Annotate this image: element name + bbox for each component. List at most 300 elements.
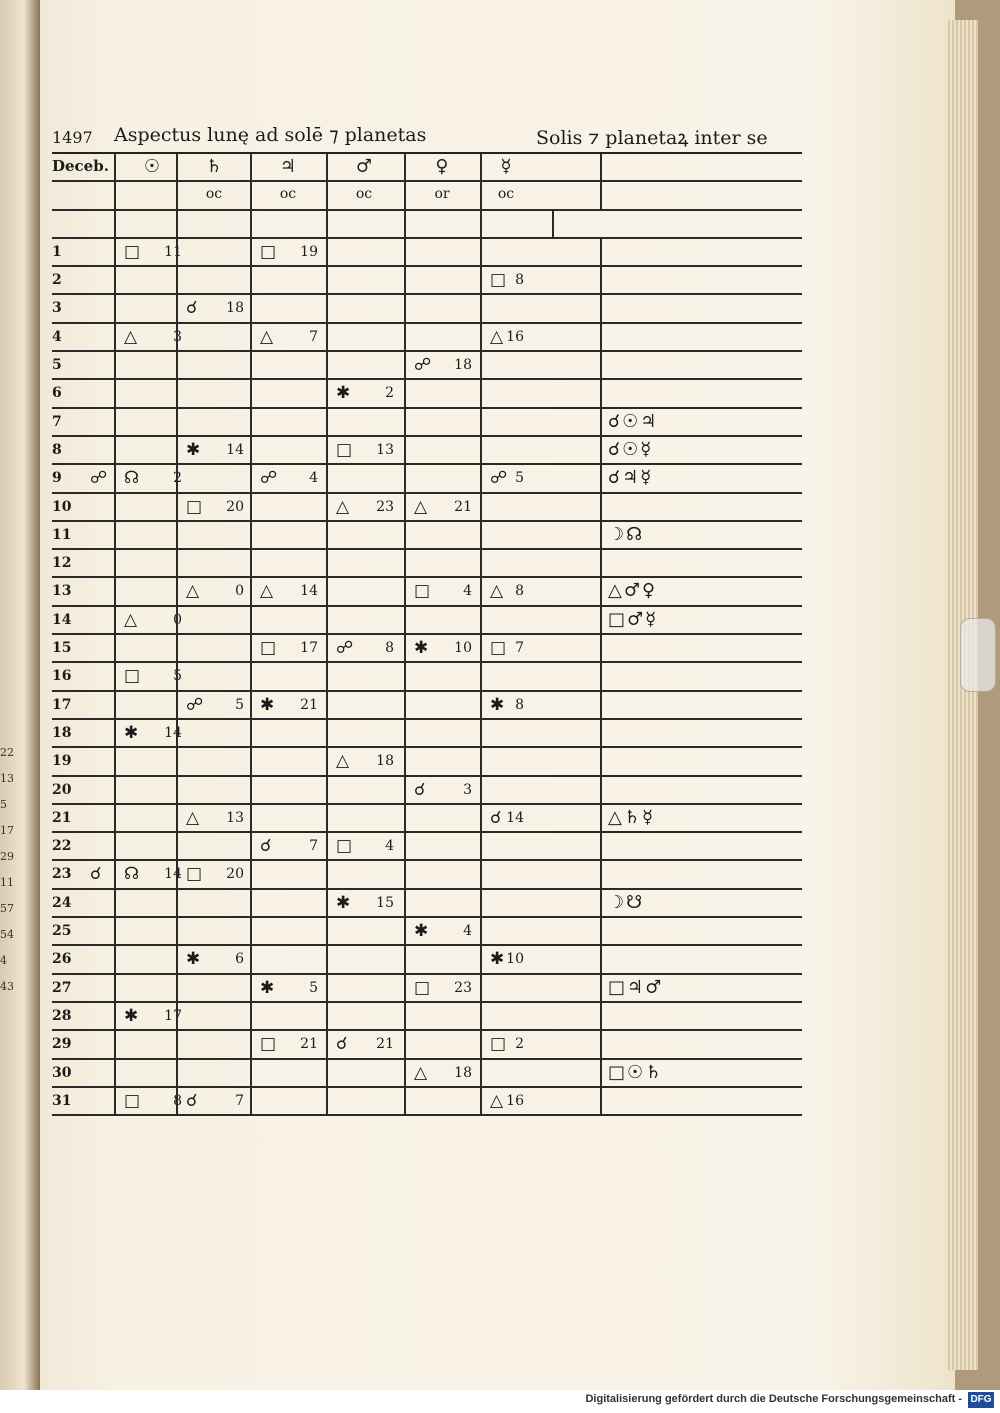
spacer-cell [176,211,250,237]
table-row [52,578,802,606]
page-clip [960,618,996,692]
left-page-number: 5 [0,798,7,811]
aspect-symbol: □ [124,666,141,687]
aspect-hour: 7 [235,1092,244,1109]
aspect-cell [250,239,324,265]
day-number: 26 [52,951,72,968]
aspect-symbol: ☌ [414,779,426,800]
aspect-cell [404,777,478,803]
aspect-cell [326,550,400,576]
aspect-symbol: □ [186,864,203,885]
aspect-cell [176,635,250,661]
title-left: Aspectus lunę ad solē ⁊ planetas [114,124,427,146]
table-body [52,154,802,1116]
aspect-symbol: ✱ [186,949,201,970]
aspect-hour: 8 [173,1092,182,1109]
relation-cell [600,437,800,463]
aspect-cell [404,550,478,576]
relation-cell [600,946,800,972]
day-number: 24 [52,894,72,911]
aspect-cell [404,748,478,774]
aspect-cell [176,522,250,548]
aspect-symbol: □ [336,439,353,460]
left-page-number: 13 [0,772,14,785]
aspect-cell [250,324,324,350]
aspect-cell [404,833,478,859]
aspect-hour: 17 [164,1007,182,1024]
planet-header-cell [326,154,400,180]
aspect-cell [176,295,250,321]
aspect-cell [176,324,250,350]
page-edges [948,20,978,1370]
day-number: 10 [52,498,72,515]
aspect-cell [176,437,250,463]
aspect-symbol: ☍ [260,468,278,489]
aspect-cell [404,465,478,491]
spacer-cell [552,211,626,237]
aspect-cell [250,777,324,803]
aspect-symbol: △ [490,581,504,602]
aspect-cell [326,607,400,633]
aspect-cell [404,975,478,1001]
aspect-hour: 18 [376,753,394,770]
day-number: 12 [52,555,72,572]
aspect-cell [326,918,400,944]
aspect-symbol: ☊ [124,468,140,489]
relation-cell [600,295,800,321]
aspect-hour: 4 [463,583,472,600]
aspect-cell [326,267,400,293]
aspect-cell [480,1003,530,1029]
aspect-hour: 5 [173,668,182,685]
aspect-symbol: △ [414,496,428,517]
aspect-cell [176,663,250,689]
aspect-cell [480,409,530,435]
aspect-cell [480,324,530,350]
day-number: 19 [52,753,72,770]
aspect-cell [176,578,250,604]
aspect-cell [404,352,478,378]
left-page-number: 17 [0,824,14,837]
relation-cell [600,239,800,265]
aspect-cell [326,239,400,265]
day-number: 31 [52,1092,72,1109]
aspect-hour: 20 [226,866,244,883]
table-row [52,239,802,267]
aspect-hour: 14 [300,583,318,600]
aspect-hour: 4 [463,923,472,940]
aspect-cell [404,805,478,831]
aspect-cell [480,890,530,916]
aspect-cell [404,635,478,661]
table-row [52,295,802,323]
aspect-cell [480,663,530,689]
aspect-cell [176,777,250,803]
aspect-symbol: △ [336,496,350,517]
left-page-number: 54 [0,928,14,941]
day-number: 28 [52,1007,72,1024]
aspect-cell [326,635,400,661]
aspect-symbol: □ [336,836,353,857]
sub-header-cell [326,182,400,208]
aspect-symbol: ☊ [124,864,140,885]
aspect-cell [176,1060,250,1086]
day-number: 11 [52,526,72,543]
aspect-cell [250,1088,324,1114]
aspect-cell [250,805,324,831]
relation-cell [600,522,800,548]
aspect-hour: 8 [385,640,394,657]
aspect-cell [326,437,400,463]
aspect-cell [176,409,250,435]
relation-cell [600,324,800,350]
aspect-cell [250,946,324,972]
planet-header-cell [250,154,324,180]
aspect-cell [176,861,250,887]
aspect-hour: 2 [173,470,182,487]
aspect-hour: 15 [376,894,394,911]
aspect-cell [326,409,400,435]
aspect-cell [250,437,324,463]
day-number: 27 [52,979,72,996]
aspect-symbol: ✱ [124,1005,139,1026]
aspect-hour: 6 [235,951,244,968]
aspect-cell [326,578,400,604]
planet-symbol: ♀ [435,156,449,177]
day-number: 8 [52,441,62,458]
relation-cell [600,663,800,689]
relation-cell [600,720,800,746]
aspect-symbol: △ [414,1062,428,1083]
aspect-cell [176,494,250,520]
aspect-cell [404,295,478,321]
aspect-cell [404,494,478,520]
table-row [52,748,802,776]
aspect-cell [480,833,530,859]
relation-cell [600,1088,800,1114]
aspect-symbol: □ [490,270,507,291]
aspect-cell [176,465,250,491]
spacer-cell [480,211,554,237]
left-page-numbers [0,740,28,1000]
aspect-hour: 8 [515,272,524,289]
table-row [52,918,802,946]
aspect-cell [404,437,478,463]
pre-symbol: ☍ [90,468,108,489]
aspect-cell [326,522,400,548]
relation-cell [600,1003,800,1029]
aspect-hour: 23 [454,979,472,996]
table-row [52,550,802,578]
aspect-hour: 0 [173,611,182,628]
aspect-hour: 7 [515,640,524,657]
aspect-hour: 21 [300,1036,318,1053]
left-page-number: 22 [0,746,14,759]
aspect-cell [404,918,478,944]
aspect-cell [326,692,400,718]
aspect-hour: 8 [515,696,524,713]
aspect-cell [250,465,324,491]
planet-header-cell [480,154,530,180]
aspect-hour: 14 [164,866,182,883]
relation-cell [600,267,800,293]
day-number: 7 [52,413,62,430]
spacer-cell [326,211,400,237]
aspect-table [52,124,802,1116]
aspect-cell [404,663,478,689]
aspect-symbol: △ [260,326,274,347]
relation-cell [600,861,800,887]
aspect-cell [404,267,478,293]
relations-header-cell [600,154,800,180]
aspect-cell [176,890,250,916]
aspect-cell [480,295,530,321]
aspect-hour: 18 [454,1064,472,1081]
aspect-cell [404,1003,478,1029]
aspect-hour: 5 [235,696,244,713]
day-number: 17 [52,696,72,713]
aspect-symbol: ✱ [336,892,351,913]
planet-header-cell [404,154,478,180]
aspect-cell [176,267,250,293]
day-number: 1 [52,243,62,260]
table-row [52,833,802,861]
aspect-cell [326,494,400,520]
table-row [52,267,802,295]
aspect-symbol: ☌ [186,1090,198,1111]
aspect-cell [480,550,530,576]
planet-relation: □♃♂ [608,976,664,998]
aspect-cell [404,692,478,718]
aspect-cell [326,861,400,887]
left-page-number: 11 [0,876,14,889]
sub-header-row [52,182,802,210]
aspect-cell [480,975,530,1001]
spacer-cell [404,211,478,237]
aspect-hour: 16 [506,328,524,345]
aspect-symbol: ✱ [260,694,275,715]
aspect-hour: 14 [506,809,524,826]
day-number: 21 [52,809,72,826]
aspect-symbol: □ [414,581,431,602]
aspect-cell [480,748,530,774]
aspect-hour: 19 [300,243,318,260]
aspect-symbol: △ [336,751,350,772]
aspect-symbol: ☌ [186,298,198,319]
aspect-hour: 0 [235,583,244,600]
aspect-cell [176,805,250,831]
aspect-cell [250,578,324,604]
aspect-hour: 23 [376,498,394,515]
aspect-cell [326,324,400,350]
day-number: 20 [52,781,72,798]
aspect-cell [250,352,324,378]
aspect-cell [176,239,250,265]
aspect-hour: 13 [376,441,394,458]
planet-relation: △♂♀ [608,580,658,602]
aspect-cell [480,437,530,463]
table-row [52,1060,802,1088]
aspect-cell [250,748,324,774]
aspect-cell [404,890,478,916]
aspect-cell [250,890,324,916]
aspect-cell [480,720,530,746]
aspect-cell [404,324,478,350]
aspect-cell [250,1031,324,1057]
relation-cell [600,1031,800,1057]
day-number: 5 [52,357,62,374]
aspect-symbol: △ [260,581,274,602]
aspect-cell [326,833,400,859]
relation-cell [600,833,800,859]
aspect-symbol: ☍ [186,694,204,715]
aspect-cell [326,946,400,972]
relation-cell [600,352,800,378]
aspect-symbol: ☌ [336,1034,348,1055]
aspect-symbol: ✱ [414,921,429,942]
day-number: 6 [52,385,62,402]
aspect-cell [250,267,324,293]
table-row [52,437,802,465]
aspect-cell [480,777,530,803]
relation-cell [600,409,800,435]
day-number: 13 [52,583,72,600]
aspect-cell [176,1088,250,1114]
table-row [52,465,802,493]
planet-symbol: ♃ [279,156,297,177]
aspect-symbol: □ [260,241,277,262]
dfg-logo: DFG [968,1392,994,1408]
aspect-cell [480,918,530,944]
day-number: 15 [52,640,72,657]
day-number: 14 [52,611,72,628]
aspect-cell [326,748,400,774]
relation-cell [600,918,800,944]
aspect-cell [250,692,324,718]
table-row [52,409,802,437]
day-number: 16 [52,668,72,685]
aspect-cell [480,635,530,661]
table-row [52,494,802,522]
aspect-cell [250,295,324,321]
relation-cell [600,692,800,718]
table-row [52,777,802,805]
aspect-symbol: ☍ [414,355,432,376]
table-row [52,692,802,720]
title-row [52,124,802,154]
aspect-hour: 21 [376,1036,394,1053]
day-number: 23 [52,866,72,883]
aspect-hour: 7 [309,328,318,345]
day-number: 9 [52,470,62,487]
aspect-cell [404,522,478,548]
aspect-cell [250,918,324,944]
aspect-symbol: □ [414,977,431,998]
table-row [52,380,802,408]
aspect-cell [326,720,400,746]
table-row [52,324,802,352]
relation-cell [600,890,800,916]
aspect-cell [480,1031,530,1057]
aspect-symbol: ✱ [336,383,351,404]
day-number: 22 [52,838,72,855]
aspect-hour: 10 [506,951,524,968]
aspect-cell [404,239,478,265]
year-label: 1497 [52,128,93,147]
day-number: 18 [52,724,72,741]
aspect-cell [176,720,250,746]
sub-header-cell [250,182,324,208]
aspect-hour: 7 [309,838,318,855]
aspect-cell [326,1088,400,1114]
planet-relation: ☌☉♃ [608,410,659,432]
aspect-cell [480,607,530,633]
planet-symbol: ♄ [205,156,223,177]
aspect-hour: 21 [454,498,472,515]
relations-sub-cell [600,182,800,208]
day-number: 4 [52,328,62,345]
sub-header-cell [480,182,530,208]
aspect-hour: 4 [385,838,394,855]
pre-symbol: ☌ [90,864,102,885]
aspect-cell [176,833,250,859]
aspect-cell [404,380,478,406]
aspect-cell [480,267,530,293]
day-number: 3 [52,300,62,317]
aspect-cell [176,748,250,774]
relation-cell [600,777,800,803]
relation-cell [600,748,800,774]
left-page-number: 43 [0,980,14,993]
aspect-cell [250,607,324,633]
relation-cell [600,805,800,831]
aspect-cell [250,1060,324,1086]
planet-symbol: ♂ [355,156,373,177]
sub-label: or [434,186,450,203]
table-row [52,663,802,691]
aspect-cell [176,352,250,378]
aspect-symbol: ✱ [490,694,505,715]
aspect-cell [250,409,324,435]
aspect-hour: 14 [226,441,244,458]
aspect-hour: 5 [515,470,524,487]
aspect-cell [326,352,400,378]
planet-header-row [52,154,802,182]
relation-cell [600,465,800,491]
aspect-cell [404,861,478,887]
aspect-symbol: △ [124,609,138,630]
aspect-hour: 2 [385,385,394,402]
aspect-cell [326,1060,400,1086]
aspect-symbol: □ [124,1090,141,1111]
sub-label: oc [355,186,373,203]
table-row [52,805,802,833]
planet-relation: ☽☊ [608,523,645,545]
aspect-cell [250,522,324,548]
planet-relation: □☉♄ [608,1061,664,1083]
aspect-hour: 5 [309,979,318,996]
table-row [52,352,802,380]
sub-label: oc [497,186,515,203]
aspect-cell [404,1088,478,1114]
table-row [52,890,802,918]
relation-cell [600,1060,800,1086]
table-row [52,720,802,748]
spacer-cell [250,211,324,237]
title-right: Solis ⁊ planetaꝝ inter se [536,127,768,149]
aspect-symbol: □ [260,1034,277,1055]
day-number: 30 [52,1064,72,1081]
